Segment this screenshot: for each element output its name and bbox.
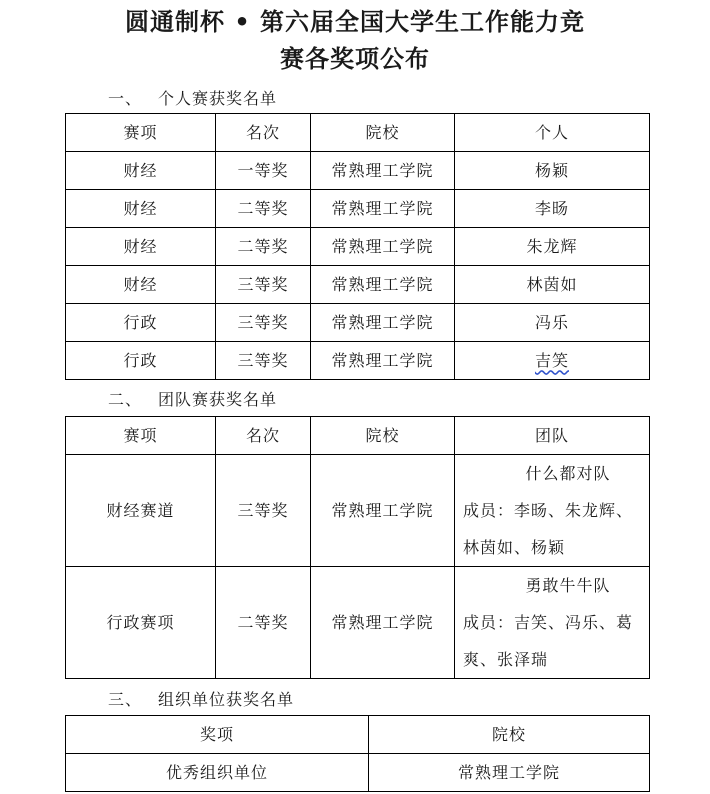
table-row — [66, 190, 650, 228]
team-name: 什么都对队 — [525, 464, 611, 483]
rank-cell: 三等奖 — [216, 342, 311, 380]
rank-cell: 二等奖 — [216, 190, 311, 228]
header-cell: 院校 — [311, 417, 455, 455]
team-cell — [455, 455, 650, 567]
rank-cell: 二等奖 — [216, 567, 311, 679]
header-cell: 奖项 — [66, 716, 369, 754]
team-cell — [455, 567, 650, 679]
header-cell: 赛项 — [66, 114, 216, 152]
school-cell: 常熟理工学院 — [369, 754, 650, 792]
event-cell: 财经 — [66, 190, 216, 228]
rank-cell: 一等奖 — [216, 152, 311, 190]
table-row — [66, 266, 650, 304]
event-cell: 行政赛项 — [66, 567, 216, 679]
table-row — [66, 304, 650, 342]
team-name: 勇敢牛牛队 — [525, 576, 611, 595]
table-header-row — [66, 417, 650, 455]
header-cell: 赛项 — [66, 417, 216, 455]
event-cell: 财经 — [66, 228, 216, 266]
section-heading-organization — [108, 687, 294, 710]
document-title-line-2: 赛各奖项公布 — [280, 45, 430, 73]
person-cell: 林茵如 — [455, 266, 650, 304]
team-awards-table — [65, 416, 650, 679]
person-cell: 李旸 — [455, 190, 650, 228]
school-cell: 常熟理工学院 — [311, 228, 455, 266]
table-row — [66, 455, 650, 567]
event-cell: 财经 — [66, 266, 216, 304]
rank-cell: 三等奖 — [216, 455, 311, 567]
table-row — [66, 152, 650, 190]
event-cell: 财经 — [66, 152, 216, 190]
table-header-row — [66, 716, 650, 754]
header-cell: 院校 — [369, 716, 650, 754]
award-cell: 优秀组织单位 — [66, 754, 369, 792]
person-cell: 杨颖 — [455, 152, 650, 190]
person-cell: 朱龙辉 — [455, 228, 650, 266]
school-cell: 常熟理工学院 — [311, 455, 455, 567]
header-cell: 院校 — [311, 114, 455, 152]
person-cell — [455, 342, 650, 380]
school-cell: 常熟理工学院 — [311, 266, 455, 304]
table-row — [66, 228, 650, 266]
event-cell: 行政 — [66, 304, 216, 342]
table-row — [66, 567, 650, 679]
header-cell: 团队 — [455, 417, 650, 455]
event-cell: 行政 — [66, 342, 216, 380]
table-header-row — [66, 114, 650, 152]
team-members: 成员：李旸、朱龙辉、林茵如、杨颖 — [463, 501, 634, 557]
section-number: 二、 — [108, 390, 143, 409]
team-members: 成员：吉笑、冯乐、葛爽、张泽瑞 — [463, 613, 634, 669]
school-cell: 常熟理工学院 — [311, 342, 455, 380]
section-number: 三、 — [108, 690, 143, 709]
section-heading-team — [108, 387, 277, 410]
rank-cell: 三等奖 — [216, 266, 311, 304]
school-cell: 常熟理工学院 — [311, 152, 455, 190]
school-cell: 常熟理工学院 — [311, 304, 455, 342]
organization-awards-table — [65, 715, 650, 792]
header-cell: 名次 — [216, 417, 311, 455]
rank-cell: 三等奖 — [216, 304, 311, 342]
section-label: 个人赛获奖名单 — [158, 89, 278, 108]
event-cell: 财经赛道 — [66, 455, 216, 567]
table-row — [66, 754, 650, 792]
section-label: 组织单位获奖名单 — [158, 690, 295, 709]
school-cell: 常熟理工学院 — [311, 567, 455, 679]
individual-awards-table — [65, 113, 650, 380]
rank-cell: 二等奖 — [216, 228, 311, 266]
document-title-line-1: 圆通制杯 • 第六届全国大学生工作能力竞 — [124, 8, 586, 36]
section-heading-individual — [108, 86, 277, 109]
person-cell: 冯乐 — [455, 304, 650, 342]
school-cell: 常熟理工学院 — [311, 190, 455, 228]
table-row — [66, 342, 650, 380]
spellcheck-flagged-name: 吉笑 — [534, 350, 569, 370]
section-label: 团队赛获奖名单 — [158, 390, 278, 409]
header-cell: 名次 — [216, 114, 311, 152]
section-number: 一、 — [108, 89, 143, 108]
header-cell: 个人 — [455, 114, 650, 152]
